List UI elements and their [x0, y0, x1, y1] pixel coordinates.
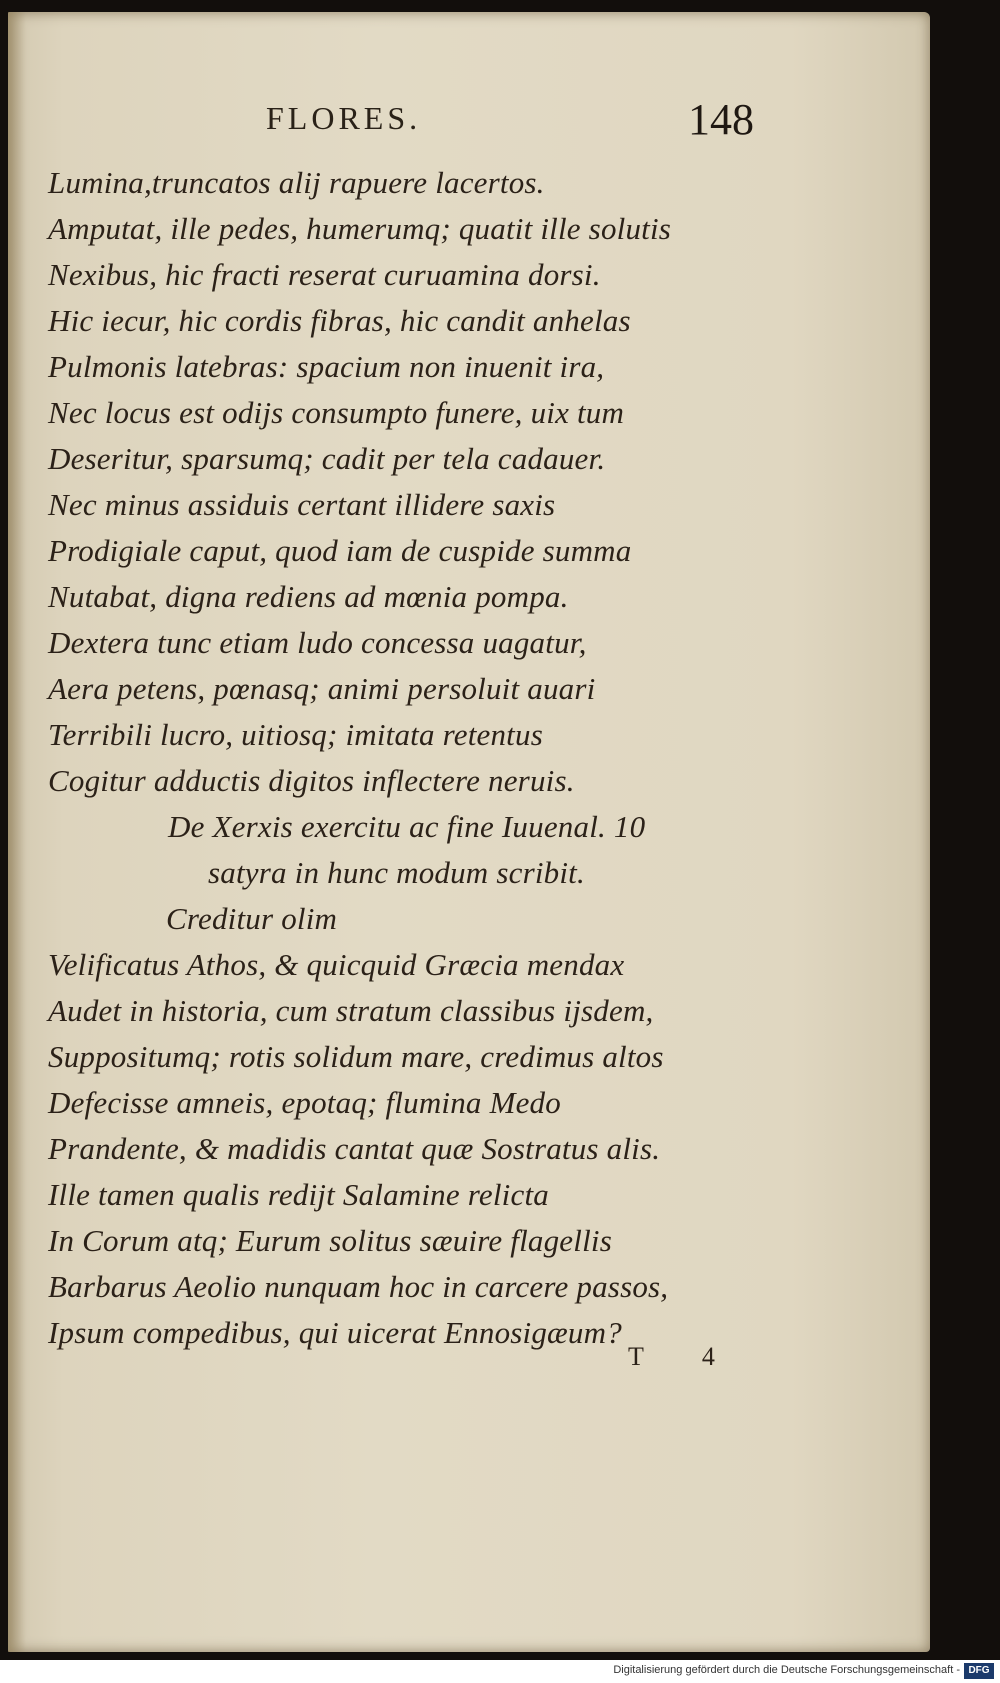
digitization-footer — [0, 1660, 1000, 1683]
verse-line: In Corum atq; Eurum solitus sæuire flagellis — [48, 1223, 612, 1258]
dfg-logo-icon: DFG — [964, 1663, 994, 1679]
verse-line: Nec locus est odijs consumpto funere, uix tum — [48, 395, 625, 430]
verse-line: Nec minus assiduis certant illidere saxis — [48, 487, 556, 522]
verse-line: Velificatus Athos, & quicquid Græcia mendax — [48, 947, 625, 982]
verse-line: Prodigiale caput, quod iam de cuspide summa — [48, 533, 632, 568]
verse-line: Suppositumq; rotis solidum mare, credimus altos — [48, 1039, 664, 1074]
verse-line: Nutabat, digna rediens ad mœnia pompa. — [48, 579, 569, 614]
signature-mark: T 4 — [628, 1342, 741, 1371]
page-gutter-shadow — [8, 12, 26, 1652]
verse-line: Audet in historia, cum stratum classibus ijsdem, — [48, 993, 654, 1028]
verse-line: Lumina,truncatos alij rapuere lacertos. — [48, 165, 545, 200]
verse-line: Ille tamen qualis redijt Salamine relicta — [48, 1177, 549, 1212]
verse-line: Amputat, ille pedes, humerumq; quatit ille solutis — [48, 211, 672, 246]
page-number: 148 — [688, 95, 754, 144]
verse-line: Terribili lucro, uitiosq; imitata retentus — [48, 717, 543, 752]
section-heading-line: De Xerxis exercitu ac fine Iuuenal. 10 — [168, 809, 646, 844]
verse-line: Deseritur, sparsumq; cadit per tela cadauer. — [48, 441, 606, 476]
verse-line: Barbarus Aeolio nunquam hoc in carcere passos, — [48, 1269, 669, 1304]
book-page — [8, 12, 930, 1652]
verse-line: Hic iecur, hic cordis fibras, hic candit anhelas — [48, 303, 631, 338]
verse-line: Pulmonis latebras: spacium non inuenit ira, — [48, 349, 605, 384]
verse-line: Nexibus, hic fracti reserat curuamina dorsi. — [48, 257, 601, 292]
funding-credit: Digitalisierung gefördert durch die Deutsche Forschungsgemeinschaft - — [613, 1664, 960, 1676]
running-head — [8, 92, 930, 152]
quotation-opening-line: Creditur olim — [166, 901, 338, 936]
verse-line: Dextera tunc etiam ludo concessa uagatur, — [48, 625, 587, 660]
section-heading-line: satyra in hunc modum scribit. — [208, 855, 585, 890]
verse-line: Ipsum compedibus, qui uicerat Ennosigæum? — [48, 1315, 622, 1350]
verse-line: Aera petens, pœnasq; animi persoluit auari — [48, 671, 596, 706]
verse-line: Prandente, & madidis cantat quæ Sostratus alis. — [48, 1131, 661, 1166]
text-block — [48, 160, 888, 1356]
verse-line: Defecisse amneis, epotaq; flumina Medo — [48, 1085, 561, 1120]
verse-line: Cogitur adductis digitos inflectere neruis. — [48, 763, 575, 798]
running-head-title: FLORES. — [266, 100, 422, 136]
